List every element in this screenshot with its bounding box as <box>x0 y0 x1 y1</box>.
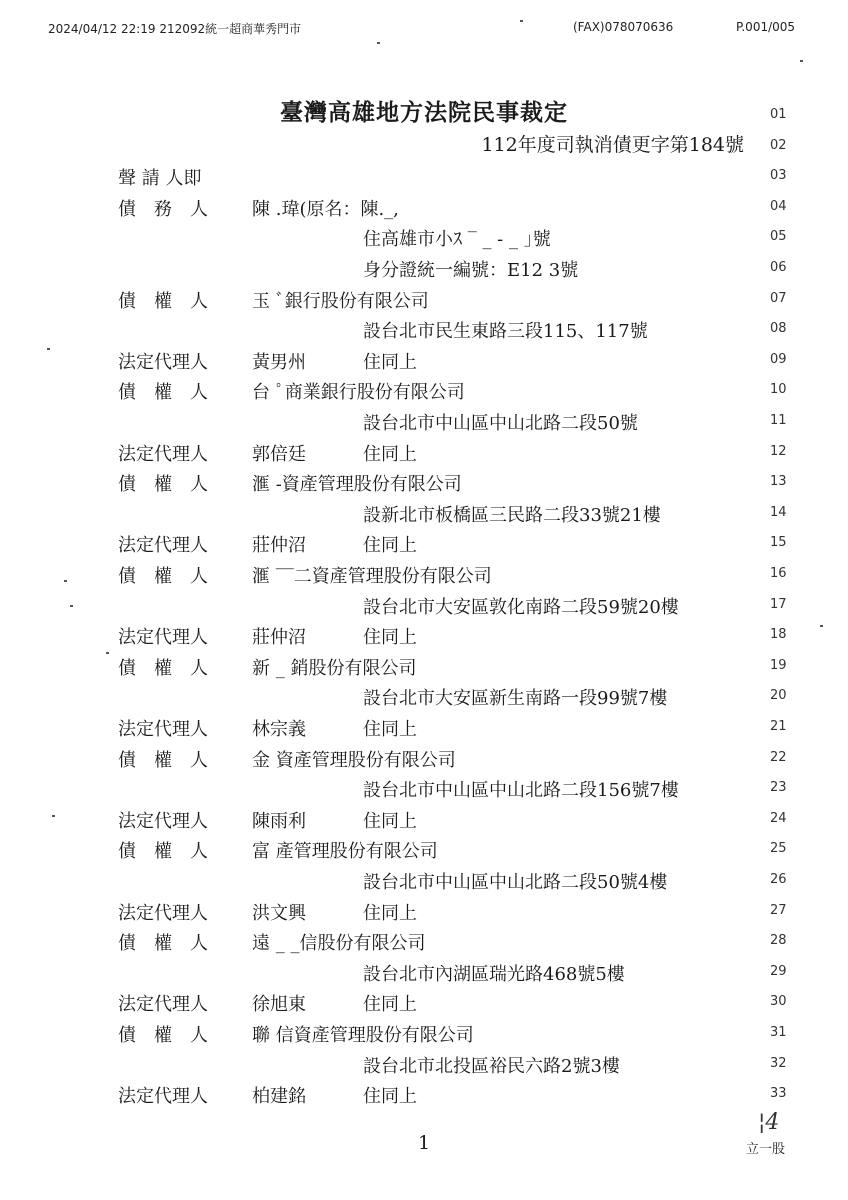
line-role: 債 權 人 <box>118 841 208 863</box>
line-number: 26 <box>770 872 787 887</box>
line-text: 住同上 <box>363 443 417 465</box>
line-name: 金 資產管理股份有限公司 <box>252 749 456 771</box>
line-number: 04 <box>770 198 787 214</box>
line-name: 柏建銘 <box>252 1086 306 1108</box>
line-text: 設台北市北投區裕民六路2號3樓 <box>363 1055 620 1077</box>
line-text: 設台北市內湖區瑞光路468號5樓 <box>363 963 625 985</box>
document-line <box>0 287 848 317</box>
document-line <box>0 807 848 837</box>
line-number: 20 <box>770 688 787 704</box>
line-role: 法定代理人 <box>118 351 208 373</box>
document-line <box>0 746 848 776</box>
line-text: 住高雄市小ｽ ‾ _ - _ ｣號 <box>363 229 551 251</box>
line-number: 23 <box>770 780 787 796</box>
line-number: 17 <box>770 596 787 612</box>
line-name: 黃男州 <box>252 351 306 373</box>
line-text: 設台北市大安區敦化南路二段59號20樓 <box>363 596 679 618</box>
line-role: 債 權 人 <box>118 382 208 404</box>
document-line <box>0 593 848 623</box>
line-name: 台 ﾟ商業銀行股份有限公司 <box>252 382 465 404</box>
line-text: 住同上 <box>363 627 417 649</box>
line-name: 郭倍廷 <box>252 443 306 465</box>
line-role: 法定代理人 <box>118 902 208 924</box>
fax-datetime: 2024/04/12 22:19 212092統一超商華秀門市 <box>48 22 302 36</box>
line-role: 債 權 人 <box>118 290 208 312</box>
document-line <box>0 348 848 378</box>
scan-speck <box>64 580 67 582</box>
document-line <box>0 899 848 929</box>
document-line <box>0 990 848 1020</box>
document-title: 臺灣高雄地方法院民事裁定 <box>280 99 568 126</box>
line-name: 陳雨利 <box>252 810 306 832</box>
document-line <box>0 103 848 133</box>
line-text: 住同上 <box>363 994 417 1016</box>
line-text: 住同上 <box>363 810 417 832</box>
line-name: 玉 ﾞ銀行股份有限公司 <box>252 290 429 312</box>
line-role: 法定代理人 <box>118 627 208 649</box>
line-name: 聯 信資產管理股份有限公司 <box>252 1025 474 1046</box>
line-text: 設新北市板橋區三民路二段33號21樓 <box>363 504 661 526</box>
line-role: 債 權 人 <box>118 749 208 771</box>
document-line <box>0 501 848 531</box>
page-number: 1 <box>417 1132 431 1154</box>
line-number: 12 <box>770 443 787 459</box>
document-line <box>0 225 848 255</box>
line-name: 富 產管理股份有限公司 <box>252 841 438 863</box>
line-role: 債 務 人 <box>118 198 208 220</box>
line-number: 24 <box>770 810 787 826</box>
line-text: 設台北市民生東路三段115、117號 <box>363 321 648 343</box>
scan-speck <box>520 20 523 22</box>
line-number: 29 <box>770 963 787 979</box>
line-role: 法定代理人 <box>118 810 208 832</box>
line-text: 設台北市大安區新生南路一段99號7樓 <box>363 688 668 710</box>
line-role: 債 權 人 <box>118 657 208 679</box>
line-role: 債 權 人 <box>118 933 208 955</box>
document-line <box>0 317 848 347</box>
document-line <box>0 195 848 225</box>
document-line <box>0 531 848 561</box>
handwritten-mark: ¦4 <box>758 1110 780 1135</box>
document-line <box>0 960 848 990</box>
line-role: 法定代理人 <box>118 443 208 465</box>
scan-speck <box>70 605 73 607</box>
line-number: 14 <box>770 504 787 520</box>
line-number: 10 <box>770 382 787 398</box>
line-number: 08 <box>770 321 787 337</box>
line-number: 01 <box>770 107 787 122</box>
line-role: 聲 請 人即 <box>118 168 202 190</box>
line-number: 05 <box>770 229 787 245</box>
line-number: 31 <box>770 1025 787 1040</box>
line-number: 22 <box>770 749 787 765</box>
line-number: 32 <box>770 1055 787 1071</box>
line-name: 洪文興 <box>252 902 306 924</box>
line-role: 法定代理人 <box>118 719 208 740</box>
document-line <box>0 715 848 745</box>
line-name: 滙 ‾‾二資產管理股份有限公司 <box>252 566 492 587</box>
line-name: 滙 -資產管理股份有限公司 <box>252 474 462 496</box>
line-number: 19 <box>770 657 787 673</box>
line-number: 03 <box>770 168 787 184</box>
line-number: 13 <box>770 474 787 490</box>
line-name: 林宗義 <box>252 719 306 740</box>
line-role: 債 權 人 <box>118 474 208 496</box>
line-number: 30 <box>770 994 787 1010</box>
line-number: 09 <box>770 351 787 367</box>
document-line <box>0 470 848 500</box>
document-line <box>0 134 848 164</box>
line-name: 遠 _ _信股份有限公司 <box>252 933 426 955</box>
line-text: 身分證統一編號：E12 3號 <box>363 260 579 281</box>
line-number: 16 <box>770 566 787 581</box>
line-name: 莊仲沼 <box>252 627 306 649</box>
document-line <box>0 562 848 592</box>
line-name: 莊仲沼 <box>252 535 306 557</box>
line-number: 18 <box>770 627 787 643</box>
document-line <box>0 929 848 959</box>
line-text: 住同上 <box>363 902 417 924</box>
line-number: 21 <box>770 719 787 734</box>
line-number: 25 <box>770 841 787 857</box>
fax-page: P.001/005 <box>736 20 796 34</box>
document-line <box>0 868 848 898</box>
line-text: 住同上 <box>363 351 417 373</box>
document-line <box>0 654 848 684</box>
document-line <box>0 1052 848 1082</box>
document-line <box>0 409 848 439</box>
line-role: 債 權 人 <box>118 1025 208 1046</box>
scan-speck <box>47 348 50 350</box>
line-number: 07 <box>770 290 787 306</box>
line-text: 設台北市中山區中山北路二段50號4樓 <box>363 872 668 893</box>
line-number: 06 <box>770 260 787 275</box>
document-line <box>0 378 848 408</box>
line-text: 住同上 <box>363 719 417 740</box>
document-line <box>0 684 848 714</box>
document-line <box>0 776 848 806</box>
section-stamp: 立一股 <box>746 1142 786 1157</box>
line-name: 陳 .瑋(原名：陳._, <box>252 198 399 220</box>
scan-speck <box>800 60 803 62</box>
scan-speck <box>377 42 380 44</box>
document-line <box>0 1021 848 1051</box>
line-name: 徐旭東 <box>252 994 306 1016</box>
document-line <box>0 164 848 194</box>
line-number: 27 <box>770 902 787 918</box>
line-text: 設台北市中山區中山北路二段156號7樓 <box>363 780 679 802</box>
line-role: 法定代理人 <box>118 1086 208 1108</box>
line-text: 住同上 <box>363 535 417 557</box>
fax-number: (FAX)078070636 <box>573 20 674 34</box>
scan-speck <box>820 625 823 627</box>
line-number: 11 <box>770 413 787 428</box>
line-number: 33 <box>770 1086 787 1102</box>
line-number: 02 <box>770 137 787 153</box>
line-text: 設台北市中山區中山北路二段50號 <box>363 413 638 434</box>
line-role: 法定代理人 <box>118 994 208 1016</box>
document-line <box>0 837 848 867</box>
line-role: 法定代理人 <box>118 535 208 557</box>
document-line <box>0 440 848 470</box>
line-number: 15 <box>770 535 787 551</box>
line-text: 住同上 <box>363 1086 417 1108</box>
line-role: 債 權 人 <box>118 566 208 587</box>
case-number: 112年度司執消債更字第184號 <box>481 134 744 156</box>
document-line <box>0 256 848 286</box>
scan-speck <box>106 652 109 654</box>
line-number: 28 <box>770 933 787 949</box>
line-name: 新 _ 銷股份有限公司 <box>252 657 417 679</box>
document-line <box>0 1082 848 1112</box>
scan-speck <box>52 815 55 817</box>
document-line <box>0 623 848 653</box>
